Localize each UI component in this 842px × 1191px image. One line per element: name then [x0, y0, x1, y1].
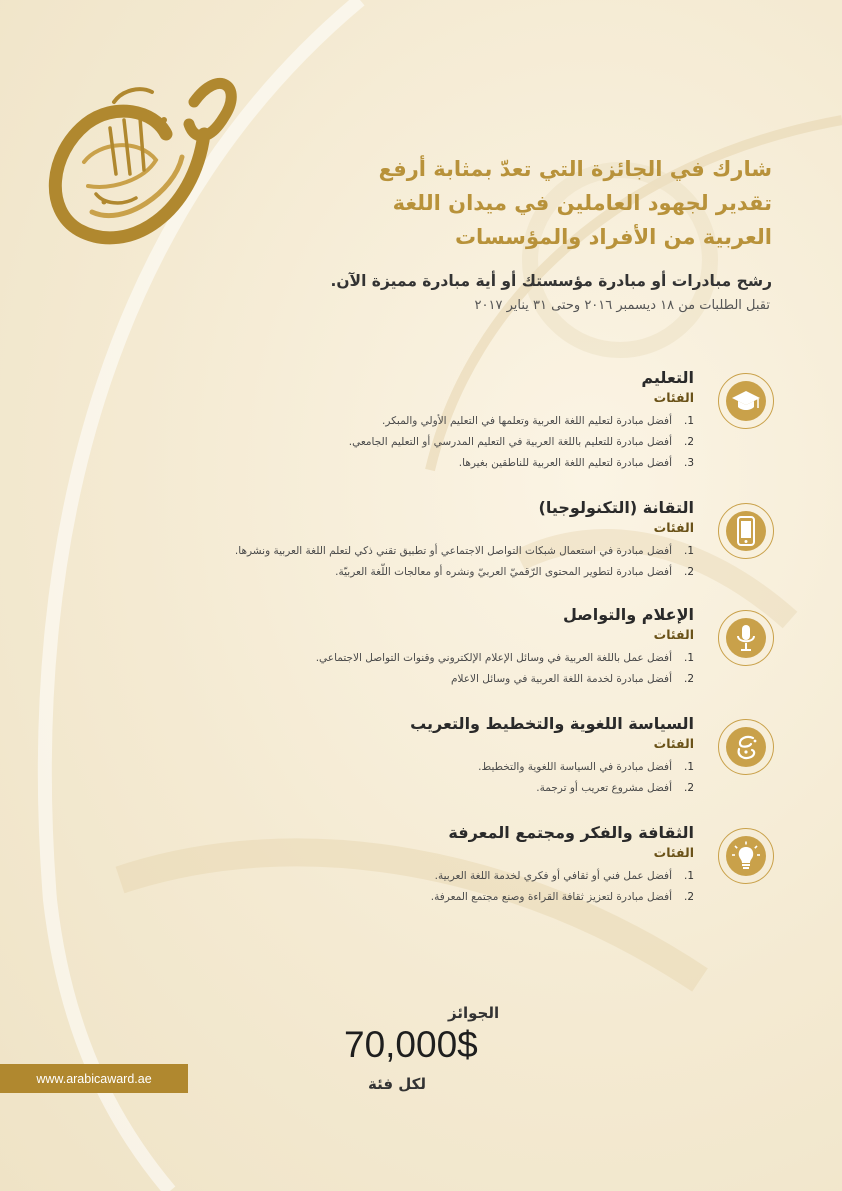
category-subtitle: الفئات	[653, 390, 694, 405]
list-item	[94, 866, 694, 887]
item-number: 2.	[683, 566, 694, 578]
item-text: أفضل مبادرة لخدمة اللغة العربية في وسائل الاعلام	[451, 673, 672, 685]
item-number: 1.	[683, 545, 694, 557]
item-number: 2.	[683, 436, 694, 448]
category-title: التقانة (التكنولوجيا)	[538, 498, 694, 517]
list-item	[94, 453, 694, 474]
category-icon-ring	[718, 719, 774, 775]
item-text: أفضل عمل باللغة العربية في وسائل الإعلام الإلكتروني وقنوات التواصل الاجتماعي.	[315, 652, 672, 664]
category-title: الثقافة والفكر ومجتمع المعرفة	[448, 823, 694, 842]
item-text: أفضل مبادرة في السياسة اللغوية والتخطيط.	[478, 761, 672, 773]
item-text: أفضل مبادرة في استعمال شبكات التواصل الاجتماعي أو تطبيق تقني ذكي لتعلم اللغة العربية ونشرها.	[234, 545, 672, 557]
category-subtitle: الفئات	[653, 520, 694, 535]
item-number: 1.	[683, 870, 694, 882]
list-item	[94, 411, 694, 432]
category-icon-ring	[718, 610, 774, 666]
category-section-culture	[0, 823, 842, 938]
item-number: 2.	[683, 891, 694, 903]
item-number: 2.	[683, 673, 694, 685]
category-subtitle: الفئات	[653, 627, 694, 642]
item-text: أفضل مشروع تعريب أو ترجمة.	[536, 782, 672, 794]
microphone-icon	[735, 623, 757, 653]
category-title: الإعلام والتواصل	[563, 605, 694, 624]
list-item	[94, 887, 694, 908]
category-section-technology	[0, 498, 842, 613]
category-icon-ring	[718, 373, 774, 429]
category-title: السياسة اللغوية والتخطيط والتعريب	[410, 714, 694, 733]
prize-label: الجوائز	[448, 1004, 500, 1022]
item-number: 2.	[683, 782, 694, 794]
list-item	[94, 669, 694, 690]
lightbulb-icon	[731, 841, 761, 871]
list-item	[94, 541, 694, 562]
list-item	[94, 757, 694, 778]
item-text: أفضل مبادرة للتعليم باللغة العربية في التعليم المدرسي أو التعليم الجامعي.	[348, 436, 672, 448]
website-link[interactable]: www.arabicaward.ae	[36, 1071, 152, 1086]
list-item	[94, 778, 694, 799]
category-icon-ring	[718, 503, 774, 559]
item-number: 1.	[683, 761, 694, 773]
item-text: أفضل مبادرة لتعزيز ثقافة القراءة وصنع مجتمع المعرفة.	[430, 891, 672, 903]
category-section-language-policy	[0, 714, 842, 829]
list-item	[94, 432, 694, 453]
prize-per-category: لكل فئة	[368, 1075, 427, 1093]
nomination-call: رشح مبادرات أو مبادرة مؤسستك أو أية مبادرة مميزة الآن.	[330, 272, 772, 290]
category-section-media	[0, 605, 842, 720]
headline-line: العربية من الأفراد والمؤسسات	[454, 225, 772, 249]
application-dates: تقبل الطلبات من ١٨ ديسمبر ٢٠١٦ وحتى ٣١ يناير ٢٠١٧	[474, 298, 770, 313]
category-icon-ring	[718, 828, 774, 884]
category-subtitle: الفئات	[653, 736, 694, 751]
item-text: أفضل عمل فني أو ثقافي أو فكري لخدمة اللغة العربية.	[434, 870, 672, 882]
category-subtitle: الفئات	[653, 845, 694, 860]
headline-line: شارك في الجائزة التي تعدّ بمثابة أرفع	[378, 157, 772, 181]
website-banner[interactable]	[0, 1064, 188, 1093]
item-text: أفضل مبادرة لتعليم اللغة العربية للناطقين بغيرها.	[458, 457, 672, 469]
list-item	[94, 562, 694, 583]
item-number: 1.	[683, 652, 694, 664]
headline	[252, 152, 772, 254]
category-title: التعليم	[641, 368, 694, 387]
list-item	[94, 648, 694, 669]
item-text: أفضل مبادرة لتطوير المحتوى الرّقميّ العربيّ ونشره أو معالجات اللّغة العربيّة.	[335, 566, 672, 578]
item-text: أفضل مبادرة لتعليم اللغة العربية وتعلمها في التعليم الأولي والمبكر.	[381, 415, 672, 427]
smartphone-icon	[735, 516, 757, 546]
prize-amount: 70,000$	[344, 1024, 478, 1065]
item-number: 3.	[683, 457, 694, 469]
award-logo	[44, 62, 244, 252]
headline-line: تقدير لجهود العاملين في ميدان اللغة	[392, 191, 772, 215]
arabic-letter-icon	[731, 732, 761, 762]
item-number: 1.	[683, 415, 694, 427]
category-section-education	[0, 368, 842, 483]
graduation-cap-icon	[731, 389, 761, 413]
